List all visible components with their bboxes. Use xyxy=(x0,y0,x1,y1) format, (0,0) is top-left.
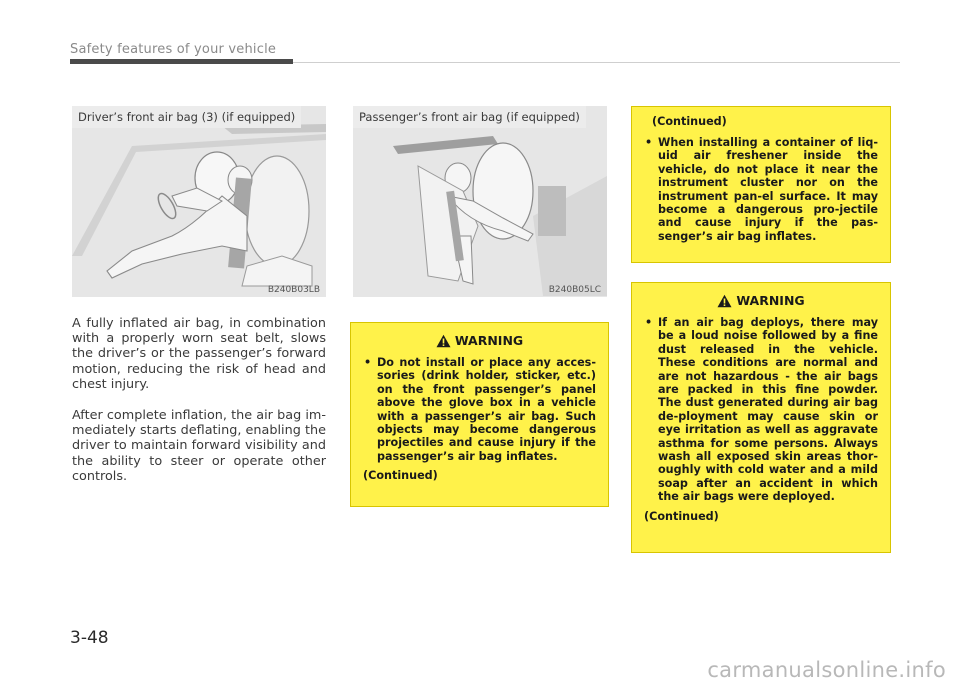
figure-caption: Driver’s front air bag (3) (if equipped) xyxy=(72,106,301,128)
figure-driver-airbag xyxy=(72,106,326,297)
figure-code: B240B03LB xyxy=(267,285,320,295)
warning-bullet: • Do not install or place any acces-sories (drink holder, sticker, etc.) on the front passenger’s panel above the glove box in a vehicle with a passenger’s air bag. Such objects may become dangerous projectiles and cause injury if the passenger’s air bag inflates. xyxy=(363,356,596,463)
section-header xyxy=(70,40,900,70)
figure-caption: Passenger’s front air bag (if equipped) xyxy=(353,106,586,128)
watermark: carmanualsonline.info xyxy=(707,658,946,682)
warning-box xyxy=(631,282,891,553)
header-rule xyxy=(293,62,900,63)
figure-code: B240B05LC xyxy=(548,285,601,295)
continued-label: (Continued) xyxy=(644,509,719,523)
warning-title: WARNING xyxy=(454,333,524,348)
warning-box xyxy=(350,322,609,507)
passenger-airbag-illustration xyxy=(353,106,607,297)
figure-passenger-airbag xyxy=(353,106,607,297)
warning-triangle-icon xyxy=(436,334,451,348)
warning-heading xyxy=(644,293,878,308)
warning-bullet: • When installing a container of liq-uid air freshener inside the vehicle, do not place it near the instrument cluster nor on the instrument pan-el surface. It may become a dangerous pro-jectile and cause injury if the pas-senger’s air bag inflates. xyxy=(644,136,878,243)
warning-heading xyxy=(363,333,596,348)
header-bar xyxy=(70,59,293,64)
page-number: 3-48 xyxy=(70,628,109,648)
body-paragraph: A fully inflated air bag, in combination with a properly worn seat belt, slows the driver’s or the passenger’s forward motion, reducing the risk of head and chest injury. xyxy=(72,316,326,392)
continued-label: (Continued) xyxy=(363,469,438,483)
body-paragraph: After complete inflation, the air bag im-mediately starts deflating, enabling the driver to maintain forward visibility and the ability to steer or operate other controls. xyxy=(72,408,326,484)
warning-box xyxy=(631,106,891,263)
section-title: Safety features of your vehicle xyxy=(70,42,277,57)
warning-triangle-icon xyxy=(717,294,732,308)
warning-bullet: • If an air bag deploys, there may be a loud noise followed by a fine dust released in the vehicle. These conditions are normal and are not hazardous - the air bags are packed in this fine powder. The dust generated during air bag de-ployment may cause skin or eye irritation as well as aggravate asthma for some persons. Always wash all exposed skin areas thor-oughly with cold water and a mild soap after an accident in which the air bags were deployed. xyxy=(644,316,878,504)
continued-label: (Continued) xyxy=(652,115,727,128)
warning-title: WARNING xyxy=(736,293,805,308)
driver-airbag-illustration xyxy=(72,106,326,297)
